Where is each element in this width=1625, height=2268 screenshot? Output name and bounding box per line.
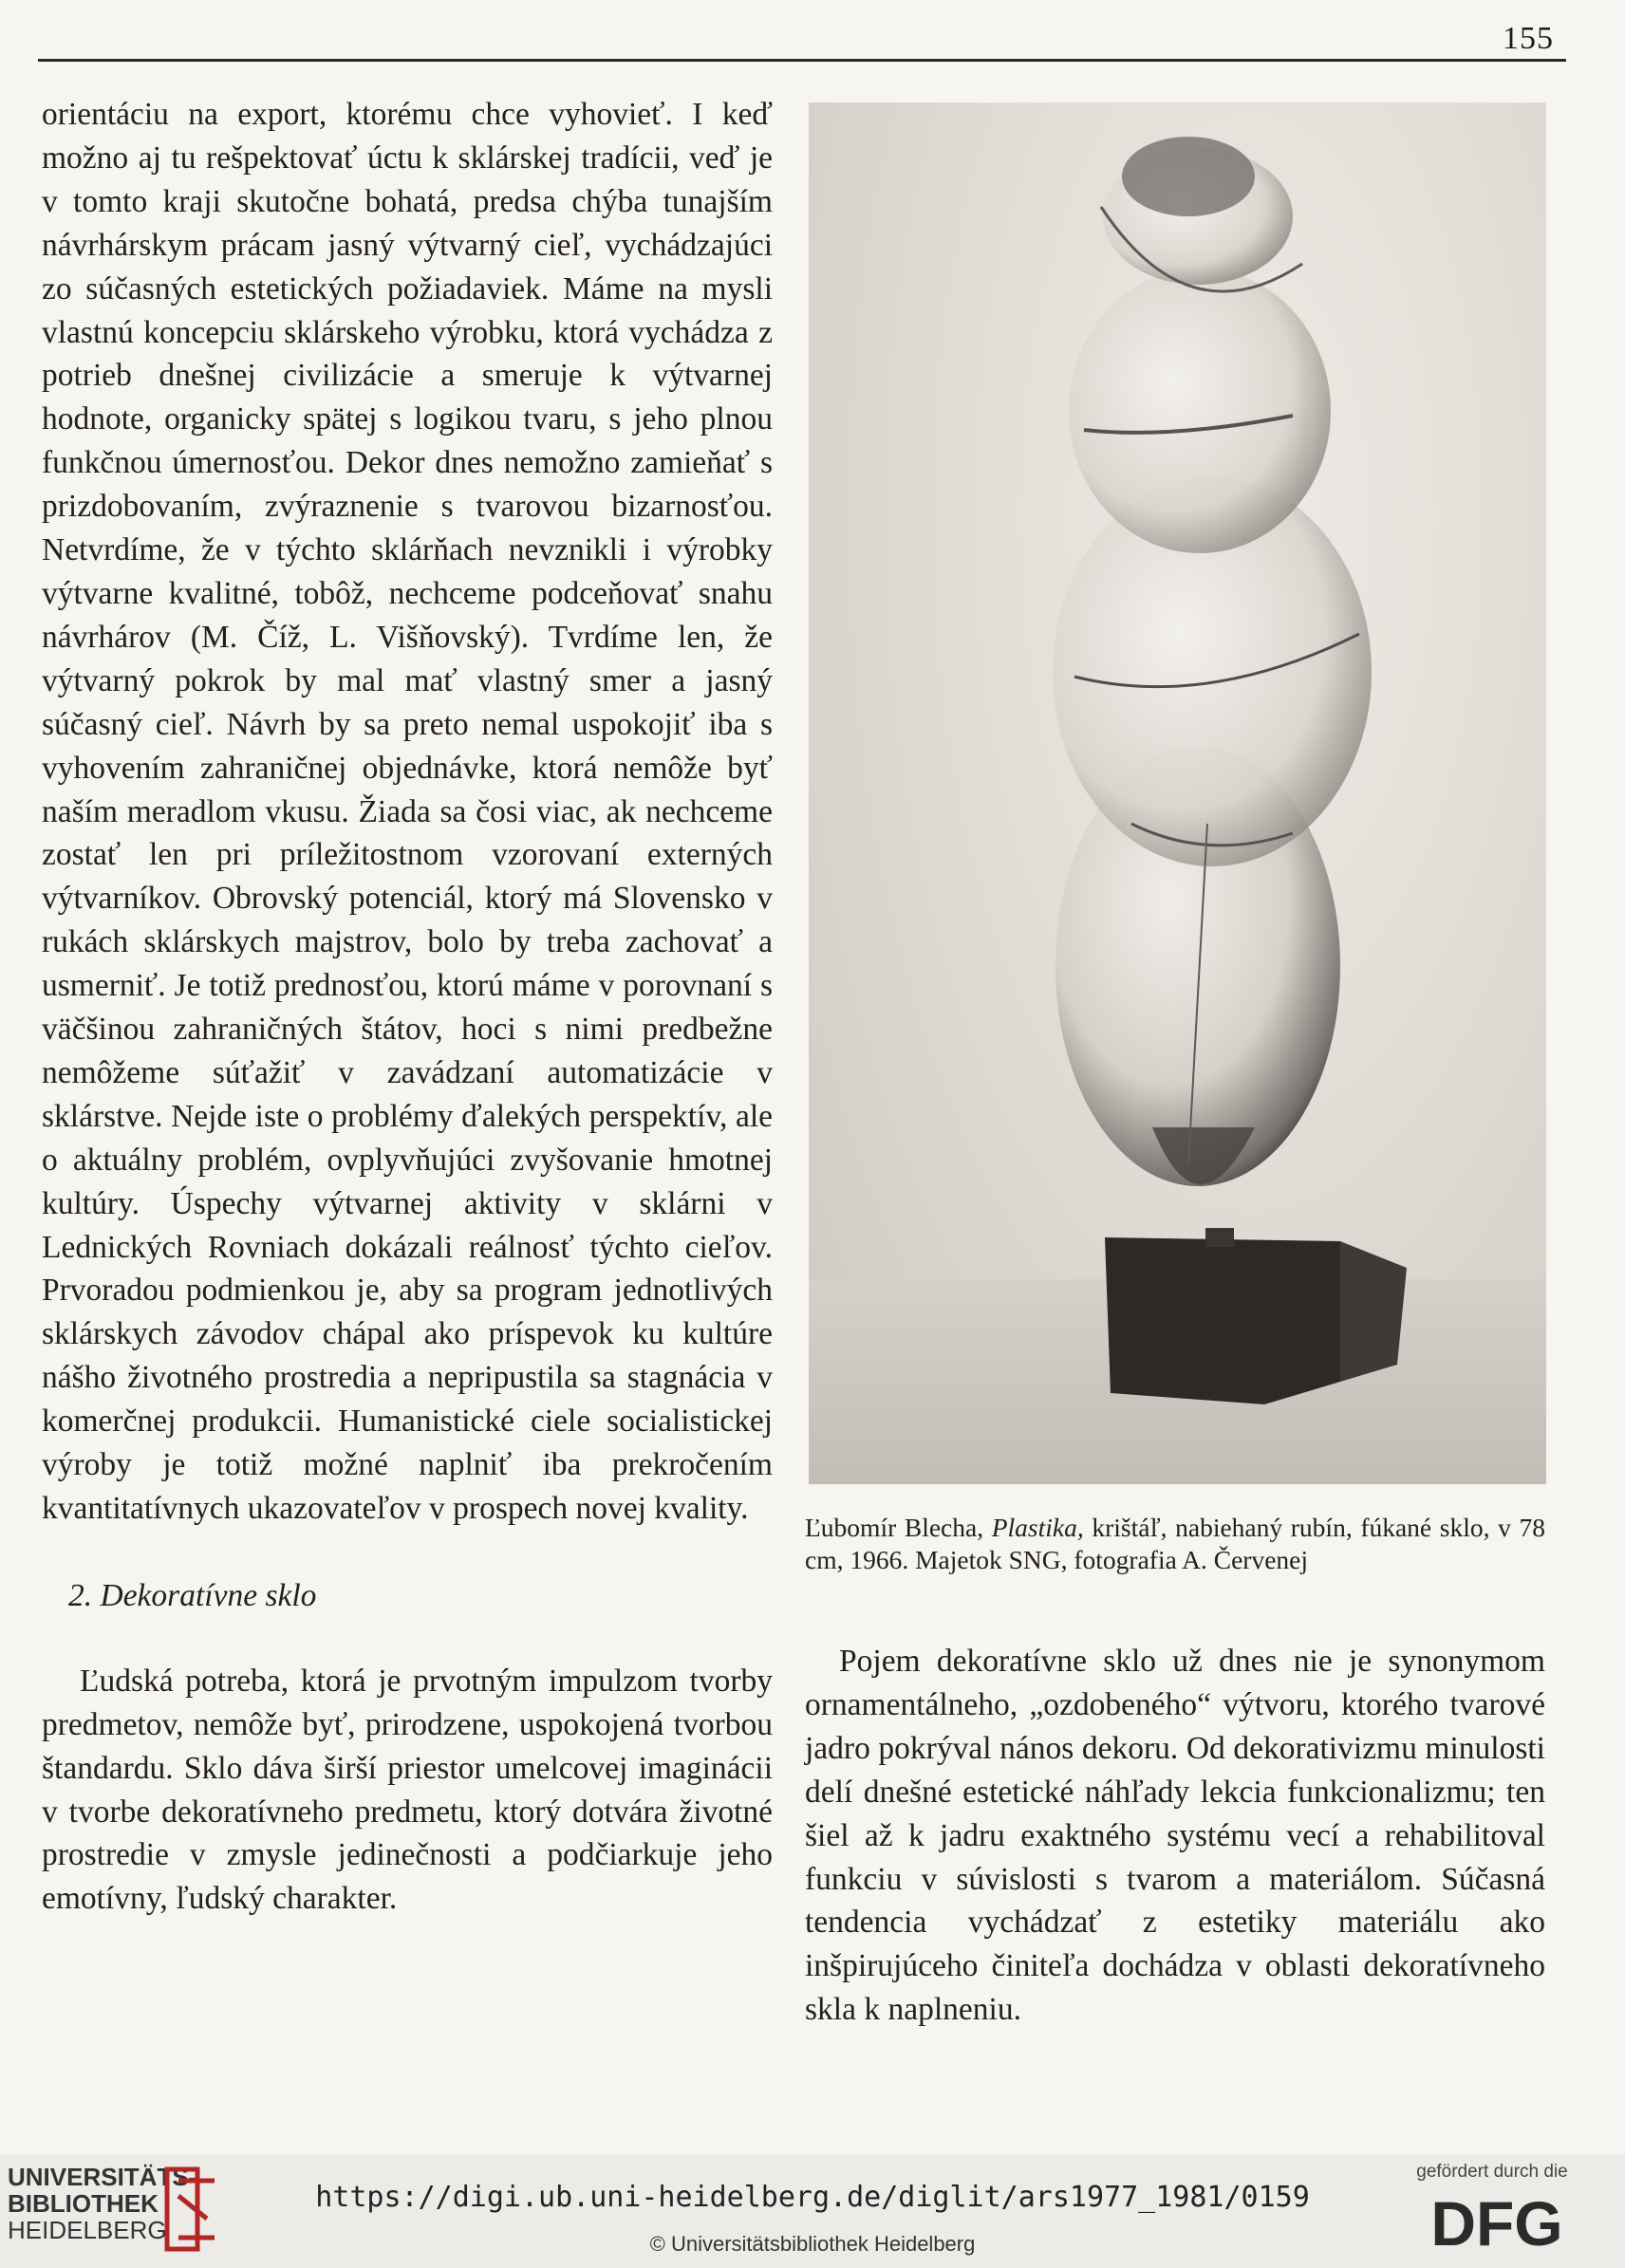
- caption-title: Plastika,: [991, 1513, 1084, 1542]
- body-paragraph: Pojem dekoratívne sklo už dnes nie je synonymom ornamentálneho, „ozdobeného“ výtvoru, ktorého tvarové jadro pokrýval nános dekoru. Od dekorativizmu minulosti delí dnešné estetické náhľady lekcia funkcionalizmu; ten šiel až k jadru exaktného systému vecí a rehabilitoval funkciu v súvislosti s tvarom a materiálom. Súčasná tendencia vychádzať z estetiky materiálu ako inšpirujúceho činiteľa dochádza v oblasti dekoratívneho skla k naplneniu.: [805, 1644, 1545, 2028]
- section-heading: 2. Dekoratívne sklo: [68, 1577, 317, 1613]
- body-paragraph: Ľudská potreba, ktorá je prvotným impulzom tvorby predmetov, nemôže byť, prirodzene, uspokojená tvorbou štandardu. Sklo dáva širší priestor umelcovej imaginácii v tvorbe dekoratívneho predmetu, ktorý dotvára životné prostredie v zmysle jedinečnosti a podčiarkuje jeho emotívny, ľudský charakter.: [42, 1663, 773, 1917]
- funding-note: gefördert durch die: [1416, 2162, 1568, 2182]
- library-name-line1: UNIVERSITÄTS-: [8, 2163, 197, 2191]
- footer-bar: [0, 2154, 1625, 2268]
- right-text-column: [805, 1640, 1545, 2032]
- left-text-column: [42, 93, 773, 1921]
- figure-caption: [805, 1512, 1545, 1576]
- dfg-logo-icon: [1397, 2190, 1597, 2253]
- library-name-line2: BIBLIOTHEK: [8, 2189, 159, 2218]
- library-name-line3: HEIDELBERG: [8, 2216, 167, 2244]
- caption-details: krištáľ, nabiehaný rubín, fúkané sklo, v 78 cm, 1966. Majetok SNG, fotografia A. Červenej: [805, 1513, 1545, 1574]
- header-rule: [38, 59, 1566, 62]
- glass-sculpture-image: [809, 102, 1546, 1484]
- caption-author: Ľubomír Blecha,: [805, 1513, 992, 1542]
- source-url-link[interactable]: https://digi.ub.uni-heidelberg.de/diglit/ars1977_1981/0159: [315, 2181, 1310, 2214]
- page-number: 155: [1503, 21, 1554, 56]
- sculpture-photograph: [809, 102, 1546, 1484]
- dfg-logo-text: DFG: [1430, 2190, 1563, 2253]
- body-paragraph: orientáciu na export, ktorému chce vyhovieť. I keď možno aj tu rešpektovať úctu k sklárskej tradícii, veď je v tomto kraji skutočne bohatá, predsa chýba tunajším návrhárskym prácam jasný výtvarný cieľ, vychádzajúci zo súčasných estetických požiadaviek. Máme na mysli vlastnú koncepciu sklárskeho výrobku, ktorá vychádza z potrieb dnešnej civilizácie a smeruje k výtvarnej hodnote, organicky spätej s logikou tvaru, s jeho plnou funkčnou úmernosťou. Dekor dnes nemožno zamieňať s prizdobovaním, zvýraznenie s tvarovou bizarnosťou. Netvrdíme, že v týchto sklárňach nevznikli i výrobky výtvarne kvalitné, tobôž, nechceme podceňovať snahu návrhárov (M. Číž, L. Višňovský). Tvrdíme len, že výtvarný pokrok by mal mať vlastný smer a jasný súčasný cieľ. Návrh by sa preto nemal uspokojiť iba s vyhovením zahraničnej objednávke, ktorá nemôže byť naším meradlom vkusu. Žiada sa čosi viac, ak nechceme zostať len pri príležitostnom vzorovaní externých výtvarníkov. Obrovský potenciál, ktorý má Slovensko v rukách sklárskych majstrov, bolo by treba zachovať a usmerniť. Je totiž prednosťou, ktorú máme v porovnaní s väčšinou zahraničných štátov, hoci s nimi predbežne nemôžeme súťažiť v zavádzaní automatizácie v sklárstve. Nejde iste o problémy ďalekých perspektív, ale o aktuálny problém, ovplyvňujúci zvyšovanie hmotnej kultúry. Úspechy výtvarnej aktivity v sklárni v Lednických Rovniach dokázali reálnosť týchto cieľov. Prvoradou podmienkou je, aby sa program jednotlivých sklárskych závodov chápal ako príspevok ku kultúre nášho životného prostredia a nepripustila sa stagnácia v komerčnej produkcii. Humanistické ciele socialistickej výroby je totiž možné naplniť iba prekročením kvantitatívnych ukazovateľov v prospech novej kvality.: [42, 97, 773, 1526]
- copyright-notice: © Universitätsbibliothek Heidelberg: [649, 2232, 976, 2256]
